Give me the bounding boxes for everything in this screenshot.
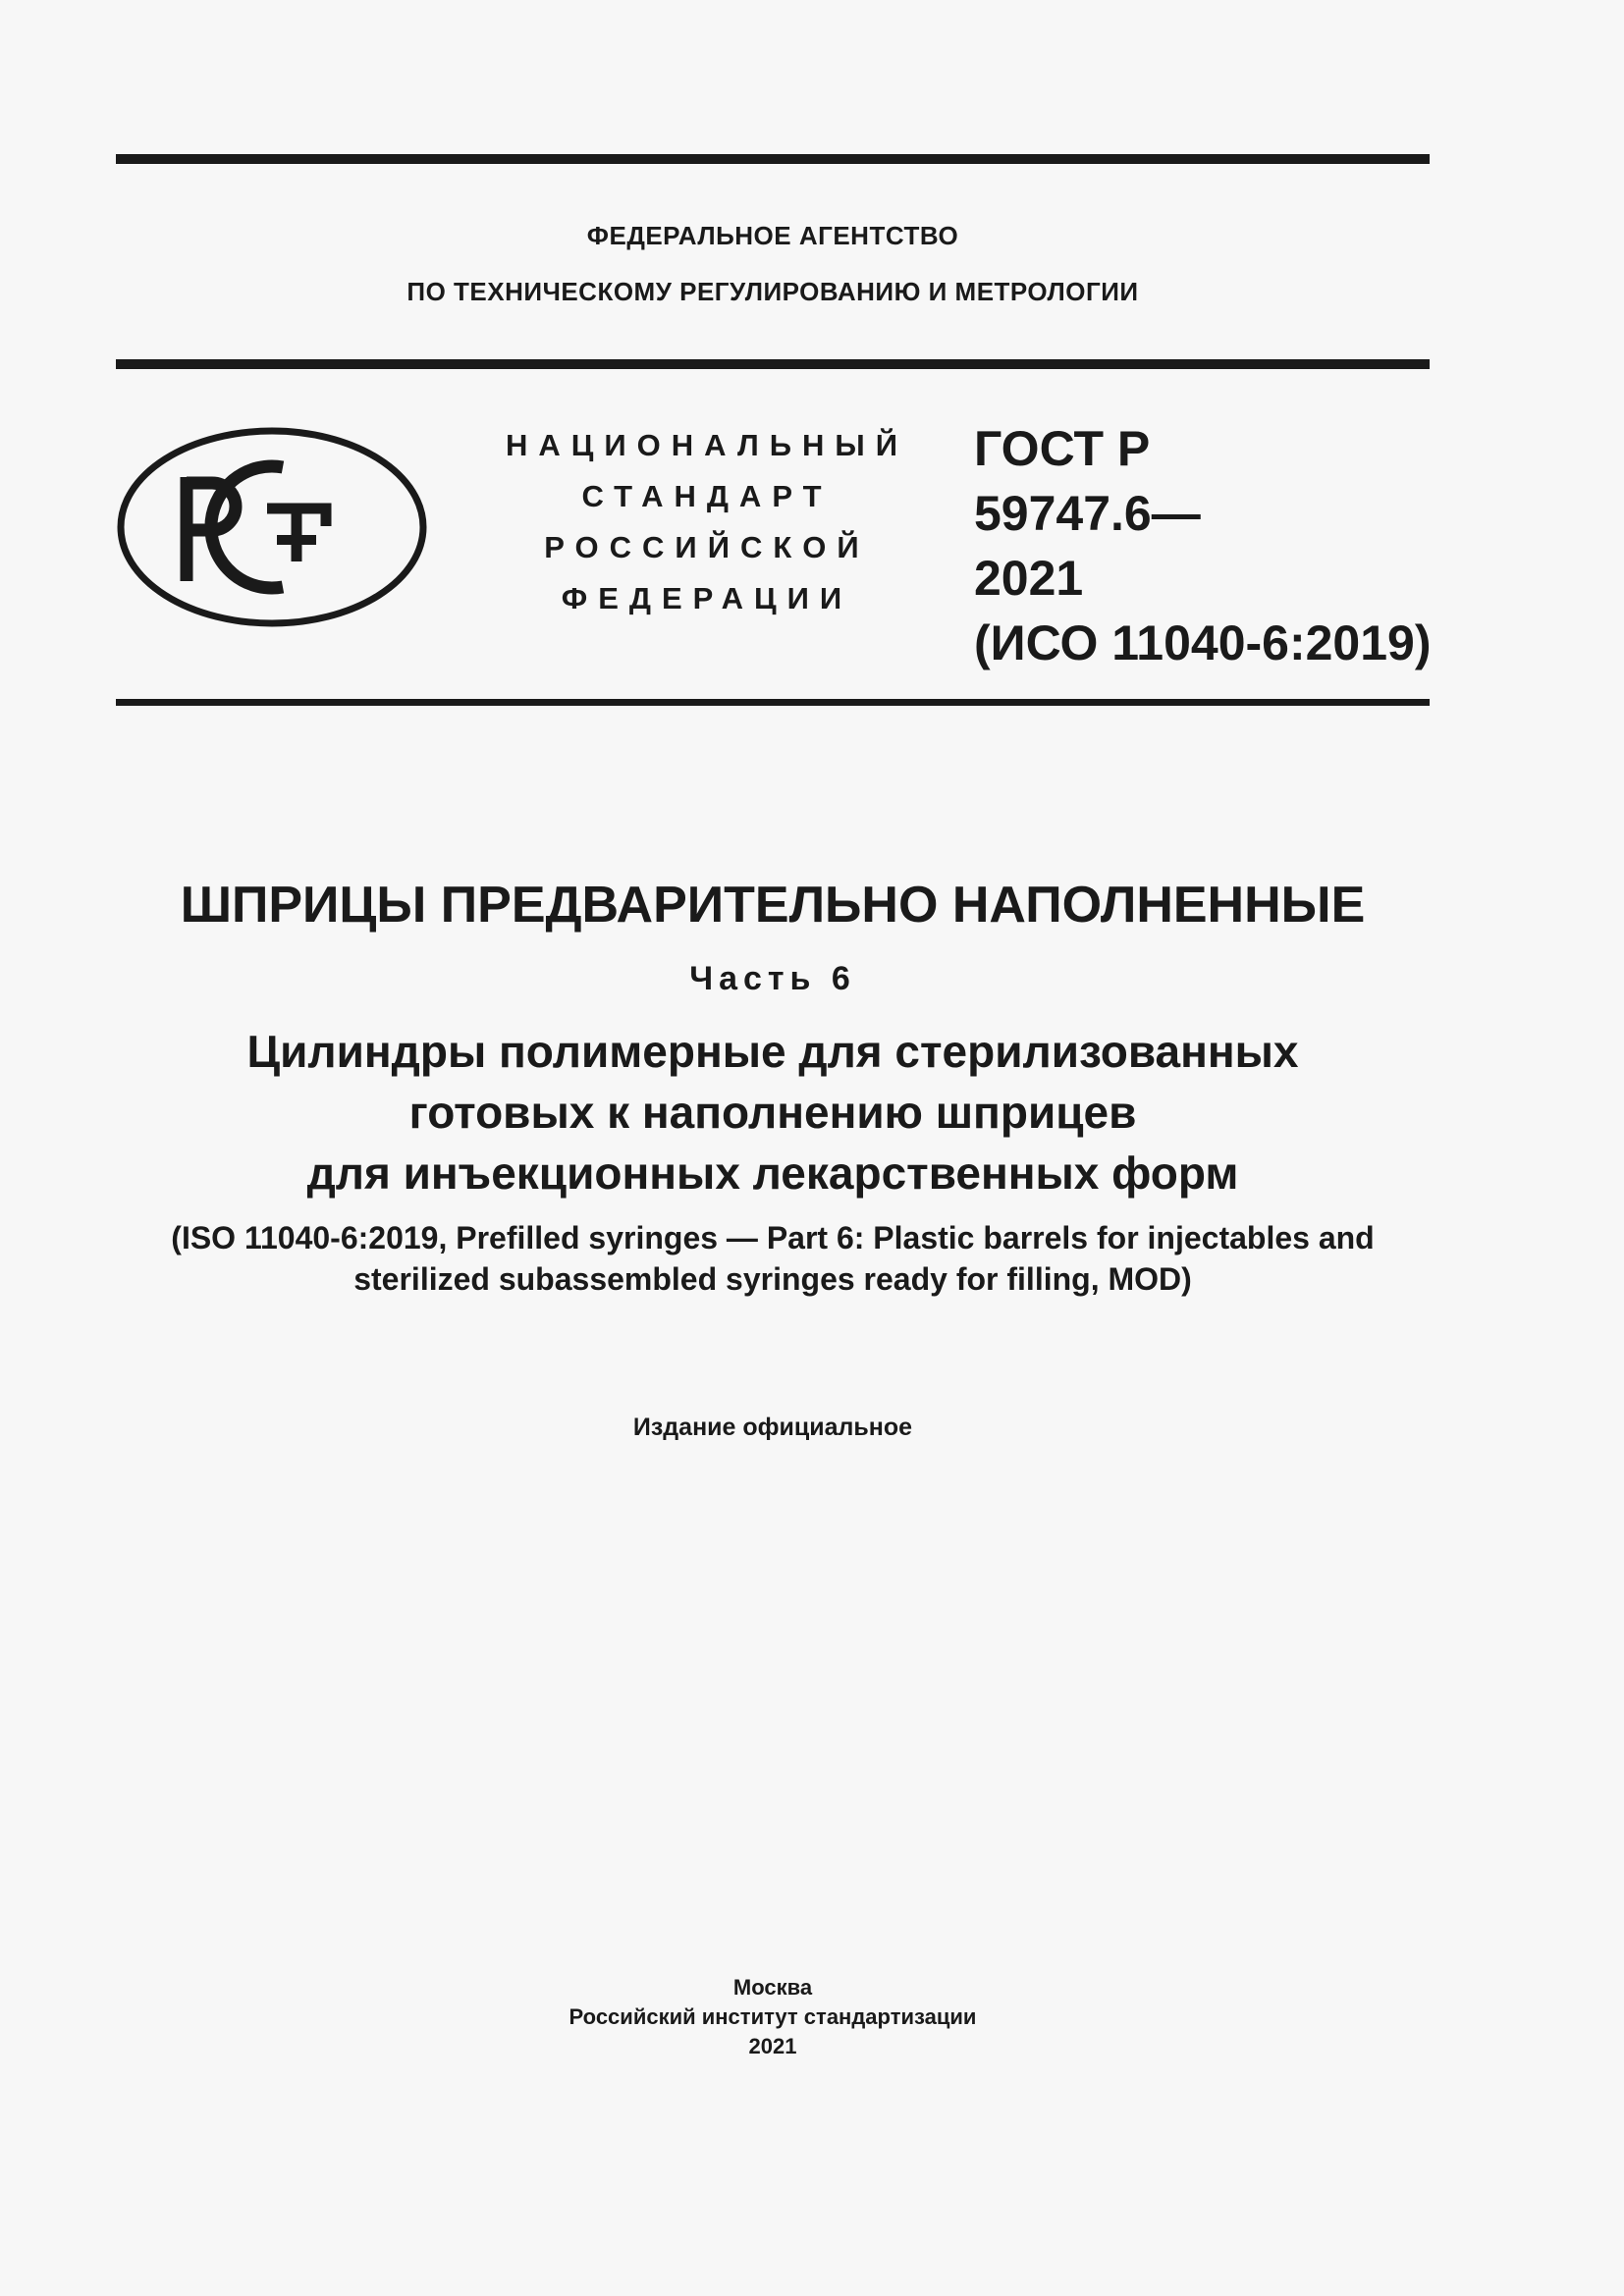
imprint-city: Москва xyxy=(732,1975,813,2000)
edition-label: Издание официальное xyxy=(632,1414,913,1441)
subtitle-line-3: для инъекционных лекарственных форм xyxy=(306,1148,1239,1199)
iso-reference-line-2: sterilized subassembled syringes ready for filling, MOD) xyxy=(353,1261,1192,1297)
iso-reference-line-1: (ISO 11040-6:2019, Prefilled syringes — Part 6: Plastic barrels for injectables and xyxy=(171,1220,1375,1255)
document-part: Часть 6 xyxy=(689,960,856,997)
standard-designation xyxy=(974,416,1435,675)
agency-line-1: ФЕДЕРАЛЬНОЕ АГЕНТСТВО xyxy=(586,221,959,250)
rst-certification-mark-icon xyxy=(116,426,428,628)
national-standard-line-4: ФЕДЕРАЦИИ xyxy=(561,581,853,615)
top-rule xyxy=(116,154,1430,164)
national-standard-line-2: СТАНДАРТ xyxy=(581,479,833,513)
iso-reference xyxy=(79,1217,1467,1300)
national-standard-line-1: НАЦИОНАЛЬНЫЙ xyxy=(505,428,909,462)
designation-line-4: (ИСО 11040-6:2019) xyxy=(974,615,1432,670)
document-subtitle xyxy=(79,1021,1467,1203)
imprint xyxy=(116,1973,1430,2061)
agency-line-2: ПО ТЕХНИЧЕСКОМУ РЕГУЛИРОВАНИЮ И МЕТРОЛОГИИ xyxy=(406,277,1139,306)
designation-line-1: ГОСТ Р xyxy=(974,421,1151,476)
designation-line-2: 59747.6— xyxy=(974,486,1201,541)
national-standard-line-3: РОССИЙСКОЙ xyxy=(544,530,870,564)
document-title: ШПРИЦЫ ПРЕДВАРИТЕЛЬНО НАПОЛНЕННЫЕ xyxy=(180,877,1366,934)
imprint-publisher: Российский институт стандартизации xyxy=(568,2004,977,2029)
national-standard-label xyxy=(481,420,933,624)
subtitle-line-1: Цилиндры полимерные для стерилизованных xyxy=(246,1026,1299,1077)
header-bottom-rule xyxy=(116,699,1430,706)
subtitle-line-2: готовых к наполнению шприцев xyxy=(408,1087,1137,1138)
imprint-year: 2021 xyxy=(748,2034,797,2058)
agency-bottom-rule xyxy=(116,359,1430,369)
designation-line-3: 2021 xyxy=(974,551,1084,606)
